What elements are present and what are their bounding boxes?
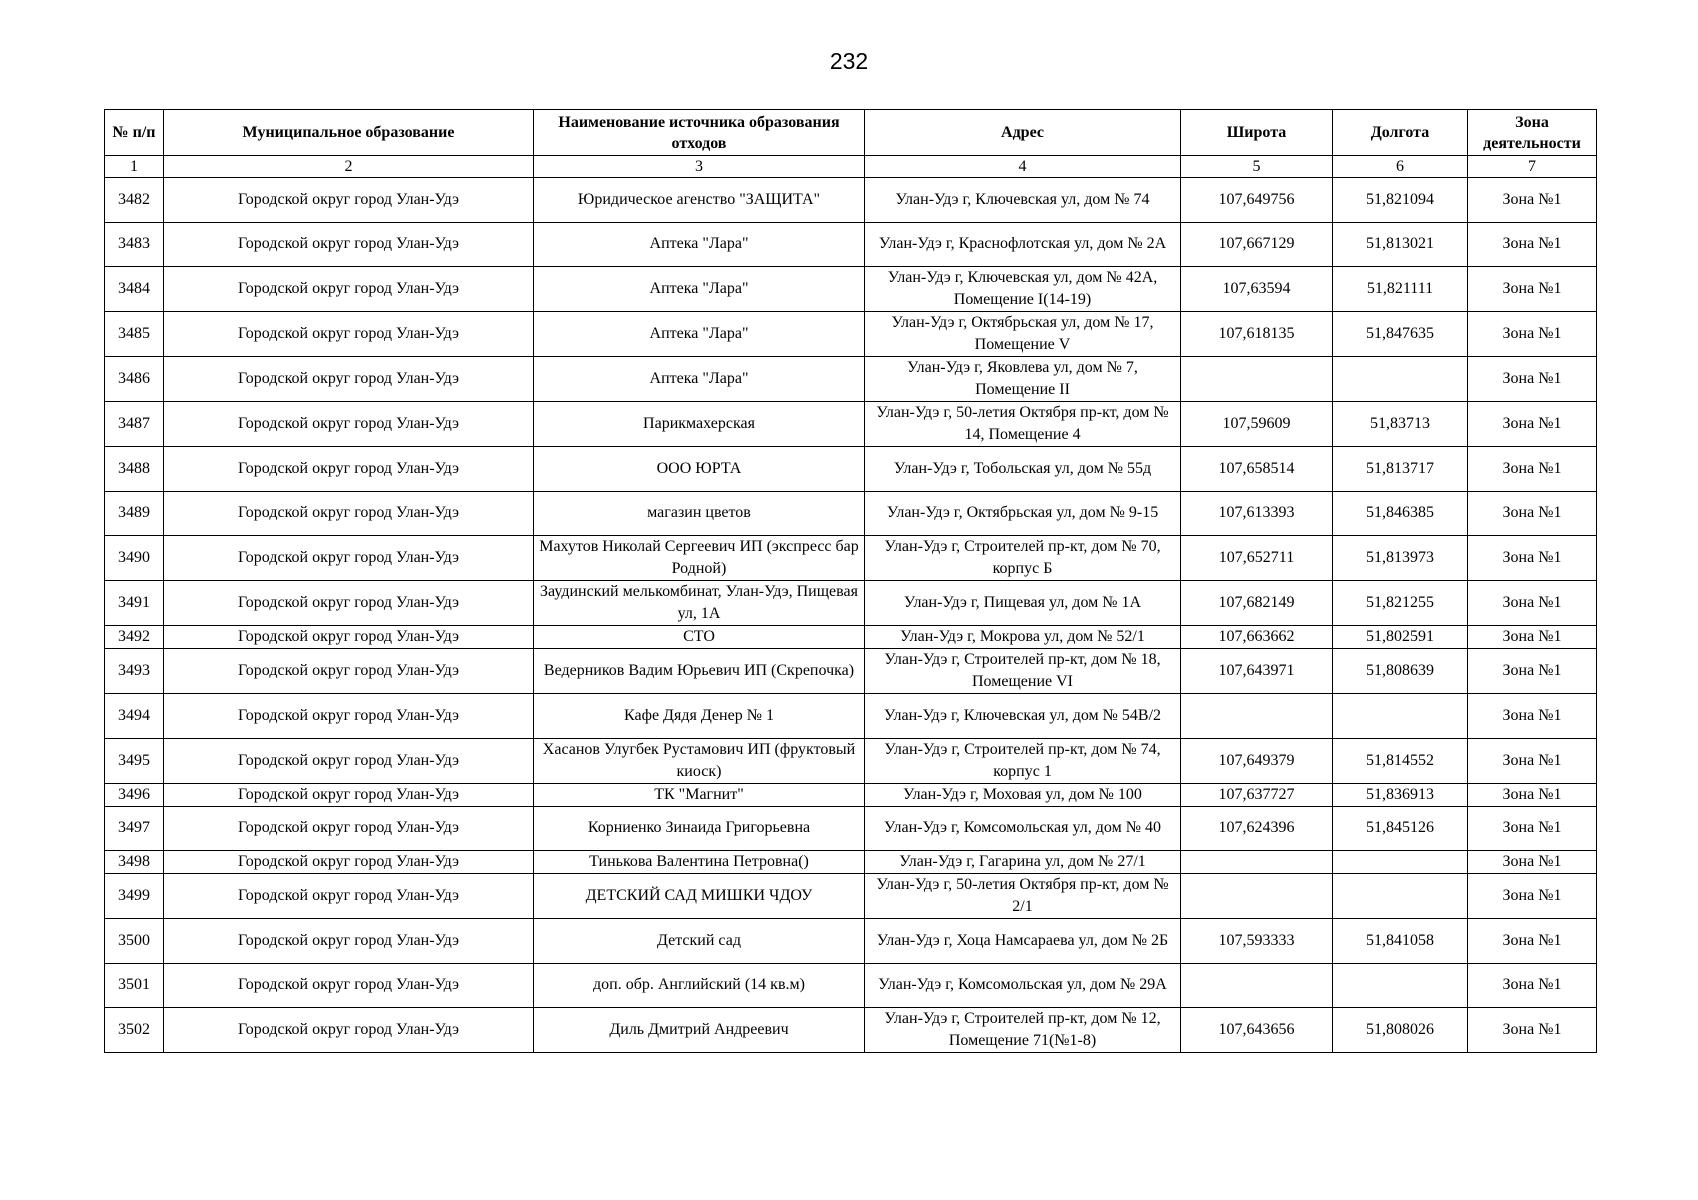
source-cell: доп. обр. Английский (14 кв.м) [534, 963, 865, 1008]
municipality-cell: Городской округ город Улан-Удэ [164, 357, 534, 402]
table-row [105, 581, 1597, 626]
latitude-cell: 107,649379 [1181, 738, 1333, 783]
table-row [105, 919, 1597, 964]
address-cell: Улан-Удэ г, Тобольская ул, дом № 55д [865, 447, 1181, 492]
address-cell: Улан-Удэ г, Яковлева ул, дом № 7, Помещение II [865, 357, 1181, 402]
address-cell: Улан-Удэ г, Строителей пр-кт, дом № 74, корпус 1 [865, 738, 1181, 783]
waste-sources-table [104, 109, 1597, 1053]
longitude-cell: 51,845126 [1333, 806, 1468, 851]
table-row [105, 312, 1597, 357]
table-header-row [105, 110, 1597, 156]
row-number: 3483 [105, 222, 164, 267]
header-cell: Наименование источника образования отходов [534, 110, 865, 156]
table-row [105, 267, 1597, 312]
longitude-cell: 51,814552 [1333, 738, 1468, 783]
row-number: 3501 [105, 963, 164, 1008]
source-cell: Заудинский мелькомбинат, Улан-Удэ, Пищевая ул, 1А [534, 581, 865, 626]
table-row [105, 357, 1597, 402]
table-row [105, 738, 1597, 783]
row-number: 3495 [105, 738, 164, 783]
row-number: 3492 [105, 626, 164, 649]
address-cell: Улан-Удэ г, Комсомольская ул, дом № 40 [865, 806, 1181, 851]
municipality-cell: Городской округ город Улан-Удэ [164, 626, 534, 649]
municipality-cell: Городской округ город Улан-Удэ [164, 851, 534, 874]
row-number: 3497 [105, 806, 164, 851]
latitude-cell: 107,663662 [1181, 626, 1333, 649]
address-cell: Улан-Удэ г, Комсомольская ул, дом № 29А [865, 963, 1181, 1008]
source-cell: ТК "Магнит" [534, 783, 865, 806]
longitude-cell: 51,821255 [1333, 581, 1468, 626]
longitude-cell [1333, 851, 1468, 874]
longitude-cell [1333, 694, 1468, 739]
municipality-cell: Городской округ город Улан-Удэ [164, 649, 534, 694]
source-cell: Детский сад [534, 919, 865, 964]
longitude-cell: 51,813973 [1333, 536, 1468, 581]
zone-cell: Зона №1 [1468, 581, 1597, 626]
header-cell: Адрес [865, 110, 1181, 156]
source-cell: магазин цветов [534, 491, 865, 536]
source-cell: Юридическое агенство "ЗАЩИТА" [534, 178, 865, 223]
municipality-cell: Городской округ город Улан-Удэ [164, 783, 534, 806]
row-number: 3499 [105, 874, 164, 919]
municipality-cell: Городской округ город Улан-Удэ [164, 738, 534, 783]
address-cell: Улан-Удэ г, Краснофлотская ул, дом № 2А [865, 222, 1181, 267]
latitude-cell [1181, 874, 1333, 919]
column-number: 4 [865, 156, 1181, 178]
row-number: 3502 [105, 1008, 164, 1053]
address-cell: Улан-Удэ г, Строителей пр-кт, дом № 18, Помещение VI [865, 649, 1181, 694]
latitude-cell: 107,593333 [1181, 919, 1333, 964]
municipality-cell: Городской округ город Улан-Удэ [164, 402, 534, 447]
source-cell: Хасанов Улугбек Рустамович ИП (фруктовый киоск) [534, 738, 865, 783]
latitude-cell [1181, 963, 1333, 1008]
source-cell: Диль Дмитрий Андреевич [534, 1008, 865, 1053]
address-cell: Улан-Удэ г, Ключевская ул, дом № 74 [865, 178, 1181, 223]
source-cell: Кафе Дядя Денер № 1 [534, 694, 865, 739]
header-cell: Долгота [1333, 110, 1468, 156]
column-number: 1 [105, 156, 164, 178]
zone-cell: Зона №1 [1468, 447, 1597, 492]
table-row [105, 626, 1597, 649]
longitude-cell: 51,802591 [1333, 626, 1468, 649]
zone-cell: Зона №1 [1468, 649, 1597, 694]
table-row [105, 963, 1597, 1008]
longitude-cell: 51,808026 [1333, 1008, 1468, 1053]
latitude-cell: 107,618135 [1181, 312, 1333, 357]
address-cell: Улан-Удэ г, Пищевая ул, дом № 1А [865, 581, 1181, 626]
table-row [105, 694, 1597, 739]
latitude-cell: 107,649756 [1181, 178, 1333, 223]
municipality-cell: Городской округ город Улан-Удэ [164, 1008, 534, 1053]
source-cell: Парикмахерская [534, 402, 865, 447]
row-number: 3482 [105, 178, 164, 223]
row-number: 3487 [105, 402, 164, 447]
row-number: 3485 [105, 312, 164, 357]
address-cell: Улан-Удэ г, Строителей пр-кт, дом № 12, Помещение 71(№1-8) [865, 1008, 1181, 1053]
zone-cell: Зона №1 [1468, 963, 1597, 1008]
table-row [105, 806, 1597, 851]
address-cell: Улан-Удэ г, Строителей пр-кт, дом № 70, корпус Б [865, 536, 1181, 581]
municipality-cell: Городской округ город Улан-Удэ [164, 178, 534, 223]
address-cell: Улан-Удэ г, Хоца Намсараева ул, дом № 2Б [865, 919, 1181, 964]
zone-cell: Зона №1 [1468, 874, 1597, 919]
latitude-cell: 107,63594 [1181, 267, 1333, 312]
municipality-cell: Городской округ город Улан-Удэ [164, 581, 534, 626]
zone-cell: Зона №1 [1468, 1008, 1597, 1053]
source-cell: Аптека "Лара" [534, 267, 865, 312]
header-cell: Широта [1181, 110, 1333, 156]
municipality-cell: Городской округ город Улан-Удэ [164, 874, 534, 919]
municipality-cell: Городской округ город Улан-Удэ [164, 694, 534, 739]
longitude-cell: 51,846385 [1333, 491, 1468, 536]
table-row [105, 402, 1597, 447]
zone-cell: Зона №1 [1468, 491, 1597, 536]
header-cell: № п/п [105, 110, 164, 156]
zone-cell: Зона №1 [1468, 806, 1597, 851]
latitude-cell: 107,613393 [1181, 491, 1333, 536]
column-number: 3 [534, 156, 865, 178]
longitude-cell: 51,813717 [1333, 447, 1468, 492]
row-number: 3494 [105, 694, 164, 739]
latitude-cell: 107,658514 [1181, 447, 1333, 492]
zone-cell: Зона №1 [1468, 694, 1597, 739]
address-cell: Улан-Удэ г, Гагарина ул, дом № 27/1 [865, 851, 1181, 874]
row-number: 3488 [105, 447, 164, 492]
source-cell: ООО ЮРТА [534, 447, 865, 492]
table-row [105, 874, 1597, 919]
row-number: 3484 [105, 267, 164, 312]
longitude-cell: 51,813021 [1333, 222, 1468, 267]
longitude-cell: 51,841058 [1333, 919, 1468, 964]
zone-cell: Зона №1 [1468, 536, 1597, 581]
table-row [105, 851, 1597, 874]
source-cell: Корниенко Зинаида Григорьевна [534, 806, 865, 851]
source-cell: Тинькова Валентина Петровна() [534, 851, 865, 874]
zone-cell: Зона №1 [1468, 312, 1597, 357]
row-number: 3498 [105, 851, 164, 874]
header-cell: Муниципальное образование [164, 110, 534, 156]
source-cell: Махутов Николай Сергеевич ИП (экспресс бар Родной) [534, 536, 865, 581]
table-row [105, 649, 1597, 694]
municipality-cell: Городской округ город Улан-Удэ [164, 806, 534, 851]
latitude-cell: 107,667129 [1181, 222, 1333, 267]
row-number: 3493 [105, 649, 164, 694]
address-cell: Улан-Удэ г, Мокрова ул, дом № 52/1 [865, 626, 1181, 649]
column-number: 2 [164, 156, 534, 178]
zone-cell: Зона №1 [1468, 357, 1597, 402]
source-cell: Ведерников Вадим Юрьевич ИП (Скрепочка) [534, 649, 865, 694]
municipality-cell: Городской округ город Улан-Удэ [164, 963, 534, 1008]
zone-cell: Зона №1 [1468, 222, 1597, 267]
column-number: 5 [1181, 156, 1333, 178]
header-cell: Зона деятельности [1468, 110, 1597, 156]
address-cell: Улан-Удэ г, Ключевская ул, дом № 42А, Помещение I(14-19) [865, 267, 1181, 312]
latitude-cell [1181, 851, 1333, 874]
latitude-cell: 107,682149 [1181, 581, 1333, 626]
table-row [105, 783, 1597, 806]
longitude-cell: 51,821111 [1333, 267, 1468, 312]
table-row [105, 1008, 1597, 1053]
table-row [105, 178, 1597, 223]
latitude-cell: 107,637727 [1181, 783, 1333, 806]
page-number: 232 [829, 48, 869, 74]
municipality-cell: Городской округ город Улан-Удэ [164, 919, 534, 964]
address-cell: Улан-Удэ г, 50-летия Октября пр-кт, дом № 14, Помещение 4 [865, 402, 1181, 447]
zone-cell: Зона №1 [1468, 783, 1597, 806]
municipality-cell: Городской округ город Улан-Удэ [164, 222, 534, 267]
table-row [105, 222, 1597, 267]
zone-cell: Зона №1 [1468, 738, 1597, 783]
municipality-cell: Городской округ город Улан-Удэ [164, 536, 534, 581]
zone-cell: Зона №1 [1468, 919, 1597, 964]
latitude-cell [1181, 357, 1333, 402]
longitude-cell: 51,847635 [1333, 312, 1468, 357]
zone-cell: Зона №1 [1468, 626, 1597, 649]
longitude-cell [1333, 963, 1468, 1008]
longitude-cell [1333, 874, 1468, 919]
longitude-cell: 51,836913 [1333, 783, 1468, 806]
zone-cell: Зона №1 [1468, 178, 1597, 223]
row-number: 3486 [105, 357, 164, 402]
municipality-cell: Городской округ город Улан-Удэ [164, 491, 534, 536]
source-cell: Аптека "Лара" [534, 222, 865, 267]
latitude-cell: 107,59609 [1181, 402, 1333, 447]
table-row [105, 491, 1597, 536]
row-number: 3489 [105, 491, 164, 536]
row-number: 3490 [105, 536, 164, 581]
longitude-cell: 51,821094 [1333, 178, 1468, 223]
row-number: 3491 [105, 581, 164, 626]
latitude-cell [1181, 694, 1333, 739]
latitude-cell: 107,652711 [1181, 536, 1333, 581]
column-number: 7 [1468, 156, 1597, 178]
municipality-cell: Городской округ город Улан-Удэ [164, 267, 534, 312]
municipality-cell: Городской округ город Улан-Удэ [164, 312, 534, 357]
source-cell: СТО [534, 626, 865, 649]
latitude-cell: 107,643656 [1181, 1008, 1333, 1053]
address-cell: Улан-Удэ г, 50-летия Октября пр-кт, дом № 2/1 [865, 874, 1181, 919]
source-cell: Аптека "Лара" [534, 357, 865, 402]
address-cell: Улан-Удэ г, Октябрьская ул, дом № 17, Помещение V [865, 312, 1181, 357]
latitude-cell: 107,643971 [1181, 649, 1333, 694]
municipality-cell: Городской округ город Улан-Удэ [164, 447, 534, 492]
zone-cell: Зона №1 [1468, 402, 1597, 447]
source-cell: Аптека "Лара" [534, 312, 865, 357]
address-cell: Улан-Удэ г, Октябрьская ул, дом № 9-15 [865, 491, 1181, 536]
source-cell: ДЕТСКИЙ САД МИШКИ ЧДОУ [534, 874, 865, 919]
address-cell: Улан-Удэ г, Ключевская ул, дом № 54В/2 [865, 694, 1181, 739]
table-row [105, 536, 1597, 581]
longitude-cell [1333, 357, 1468, 402]
latitude-cell: 107,624396 [1181, 806, 1333, 851]
table-row [105, 447, 1597, 492]
table-body [105, 178, 1597, 1053]
longitude-cell: 51,83713 [1333, 402, 1468, 447]
longitude-cell: 51,808639 [1333, 649, 1468, 694]
column-number-row [105, 156, 1597, 178]
column-number: 6 [1333, 156, 1468, 178]
row-number: 3500 [105, 919, 164, 964]
zone-cell: Зона №1 [1468, 851, 1597, 874]
row-number: 3496 [105, 783, 164, 806]
zone-cell: Зона №1 [1468, 267, 1597, 312]
address-cell: Улан-Удэ г, Моховая ул, дом № 100 [865, 783, 1181, 806]
